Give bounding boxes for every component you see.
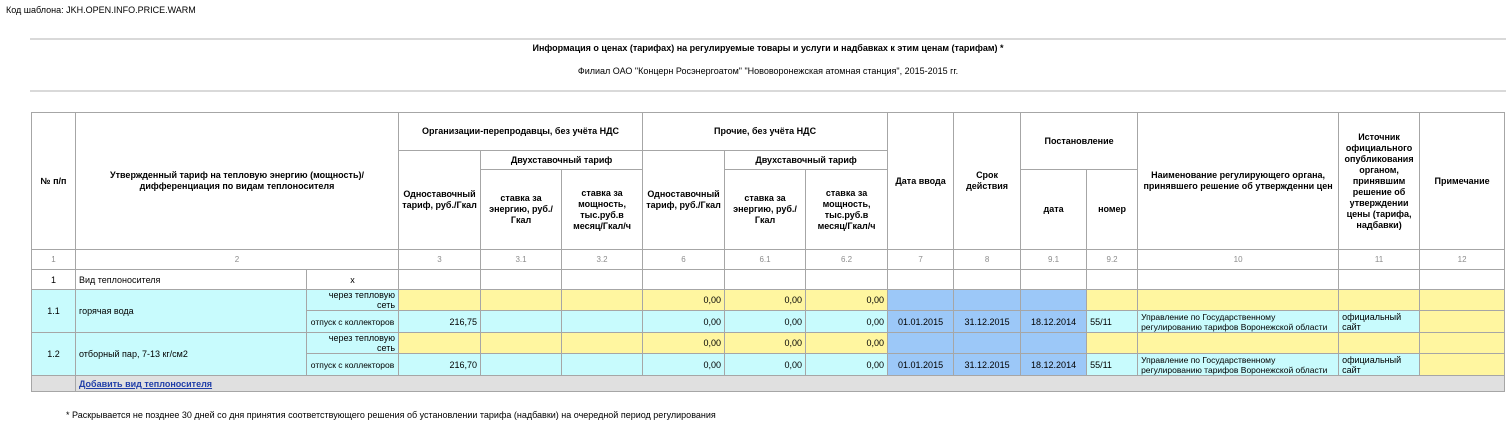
header-resellers-one-part: Одноставочный тариф, руб./Гкал [399, 151, 481, 250]
cell-input[interactable]: 0,00 [806, 333, 888, 354]
row-label: горячая вода [76, 290, 307, 333]
cell-input[interactable]: 0,00 [725, 311, 806, 333]
row-num: 1 [32, 270, 76, 290]
cell-term[interactable]: 31.12.2015 [954, 311, 1021, 333]
header-num: № п/п [32, 113, 76, 250]
colnum: 3.1 [481, 250, 562, 270]
header-decree-date: дата [1021, 170, 1087, 250]
cell-input[interactable]: 0,00 [725, 333, 806, 354]
cell-input[interactable] [1339, 333, 1420, 354]
cell-input[interactable] [562, 333, 643, 354]
cell-source[interactable]: официальный сайт [1339, 311, 1420, 333]
header-others-one-part: Одноставочный тариф, руб./Гкал [643, 151, 725, 250]
cell-input[interactable] [399, 290, 481, 311]
page-subtitle: Филиал ОАО "Концерн Росэнергоатом" "Нововоронежская атомная станция", 2015-2015 гг. [577, 66, 959, 76]
row-num: 1.2 [32, 333, 76, 376]
cell-input[interactable] [481, 290, 562, 311]
subrow-label: через тепловую сеть [307, 333, 399, 354]
cell-input[interactable] [954, 333, 1021, 354]
cell-input[interactable] [1021, 333, 1087, 354]
template-code: Код шаблона: JKH.OPEN.INFO.PRICE.WARM [6, 5, 196, 15]
cell-input[interactable] [562, 290, 643, 311]
cell-decree-date[interactable]: 18.12.2014 [1021, 311, 1087, 333]
cell-input[interactable]: 0,00 [643, 290, 725, 311]
cell-one-part[interactable]: 216,70 [399, 354, 481, 376]
cell-input[interactable] [888, 290, 954, 311]
cell-input[interactable]: 0,00 [643, 354, 725, 376]
cell-input[interactable] [1339, 290, 1420, 311]
row-label: отборный пар, 7-13 кг/см2 [76, 333, 307, 376]
cell-decree-num[interactable]: 55/11 [1087, 311, 1138, 333]
colnum: 1 [32, 250, 76, 270]
header-tariff: Утвержденный тариф на тепловую энергию (мощность)/ дифференциация по видам теплоносителя [76, 113, 399, 250]
header-decree: Постановление [1021, 113, 1138, 170]
cell-regulator[interactable]: Управление по Государственному регулированию тарифов Воронежской области [1138, 354, 1339, 376]
row-label: Вид теплоносителя [76, 270, 307, 290]
colnum: 6.1 [725, 250, 806, 270]
header-decree-number: номер [1087, 170, 1138, 250]
colnum: 3.2 [562, 250, 643, 270]
cell-input[interactable] [1087, 290, 1138, 311]
page-title: Информация о ценах (тарифах) на регулируемые товары и услуги и надбавках к этим ценам (тарифам) * [532, 43, 1004, 53]
cell-input[interactable] [481, 311, 562, 333]
colnum: 12 [1420, 250, 1505, 270]
cell-input[interactable]: 0,00 [725, 354, 806, 376]
colnum: 9.2 [1087, 250, 1138, 270]
cell-source[interactable]: официальный сайт [1339, 354, 1420, 376]
colnum: 6.2 [806, 250, 888, 270]
row-x: x [307, 270, 399, 290]
cell-input[interactable] [562, 354, 643, 376]
header-others-energy-rate: ставка за энергию, руб./Гкал [725, 170, 806, 250]
cell-decree-date[interactable]: 18.12.2014 [1021, 354, 1087, 376]
cell-input[interactable]: 0,00 [643, 333, 725, 354]
add-row [32, 376, 1505, 392]
cell-date-in[interactable]: 01.01.2015 [888, 354, 954, 376]
colnum: 7 [888, 250, 954, 270]
header-resellers-energy-rate: ставка за энергию, руб./Гкал [481, 170, 562, 250]
cell-term[interactable]: 31.12.2015 [954, 354, 1021, 376]
cell-input[interactable]: 0,00 [806, 311, 888, 333]
cell-input[interactable] [481, 333, 562, 354]
table-row [32, 290, 1505, 311]
column-numbers-row [32, 250, 1505, 270]
row-num: 1.1 [32, 290, 76, 333]
colnum: 9.1 [1021, 250, 1087, 270]
colnum: 8 [954, 250, 1021, 270]
header-term: Срок действия [954, 113, 1021, 250]
cell-input[interactable] [1420, 290, 1505, 311]
cell-input[interactable]: 0,00 [806, 354, 888, 376]
table-row [32, 270, 1505, 290]
cell-input[interactable] [1087, 333, 1138, 354]
colnum: 3 [399, 250, 481, 270]
cell-note[interactable] [1420, 311, 1505, 333]
header-resellers-power-rate: ставка за мощность, тыс.руб.в месяц/Гкал/ч [562, 170, 643, 250]
cell-input[interactable]: 0,00 [725, 290, 806, 311]
table-row [32, 333, 1505, 354]
cell-input[interactable] [888, 333, 954, 354]
header-note: Примечание [1420, 113, 1505, 250]
cell-date-in[interactable]: 01.01.2015 [888, 311, 954, 333]
bottom-divider [30, 90, 1506, 92]
cell-input[interactable] [1138, 333, 1339, 354]
cell-note[interactable] [1420, 354, 1505, 376]
colnum: 6 [643, 250, 725, 270]
cell-input[interactable]: 0,00 [643, 311, 725, 333]
cell-one-part[interactable]: 216,75 [399, 311, 481, 333]
subrow-label: отпуск с коллекторов [307, 354, 399, 376]
header-resellers: Организации-перепродавцы, без учёта НДС [399, 113, 643, 151]
colnum: 11 [1339, 250, 1420, 270]
subrow-label: через тепловую сеть [307, 290, 399, 311]
colnum: 10 [1138, 250, 1339, 270]
subrow-label: отпуск с коллекторов [307, 311, 399, 333]
tariff-table [31, 112, 1505, 392]
cell-input[interactable] [562, 311, 643, 333]
header-date-in: Дата ввода [888, 113, 954, 250]
footnote: * Раскрывается не позднее 30 дней со дня принятия соответствующего решения об установлении тарифа (надбавки) на очередной период регулирования [66, 410, 716, 420]
cell-input[interactable] [1420, 333, 1505, 354]
header-others: Прочие, без учёта НДС [643, 113, 888, 151]
cell-input[interactable] [481, 354, 562, 376]
colnum: 2 [76, 250, 399, 270]
cell-input[interactable] [1138, 290, 1339, 311]
header-source: Источник официального опубликования органом, принявшим решение об утверждении цены (тарифа, надбавки) [1339, 113, 1420, 250]
header-others-power-rate: ставка за мощность, тыс.руб.в месяц/Гкал/ч [806, 170, 888, 250]
cell-input[interactable] [954, 290, 1021, 311]
cell-input[interactable] [1021, 290, 1087, 311]
cell-input[interactable] [399, 333, 481, 354]
header-others-two-part: Двухставочный тариф [725, 151, 888, 170]
cell-regulator[interactable]: Управление по Государственному регулированию тарифов Воронежской области [1138, 311, 1339, 333]
add-carrier-link[interactable]: Добавить вид теплоносителя [79, 378, 213, 389]
header-regulator: Наименование регулирующего органа, принявшего решение об утвержденни цен [1138, 113, 1339, 250]
cell-decree-num[interactable]: 55/11 [1087, 354, 1138, 376]
header-resellers-two-part: Двухставочный тариф [481, 151, 643, 170]
cell-input[interactable]: 0,00 [806, 290, 888, 311]
top-divider [30, 38, 1506, 40]
